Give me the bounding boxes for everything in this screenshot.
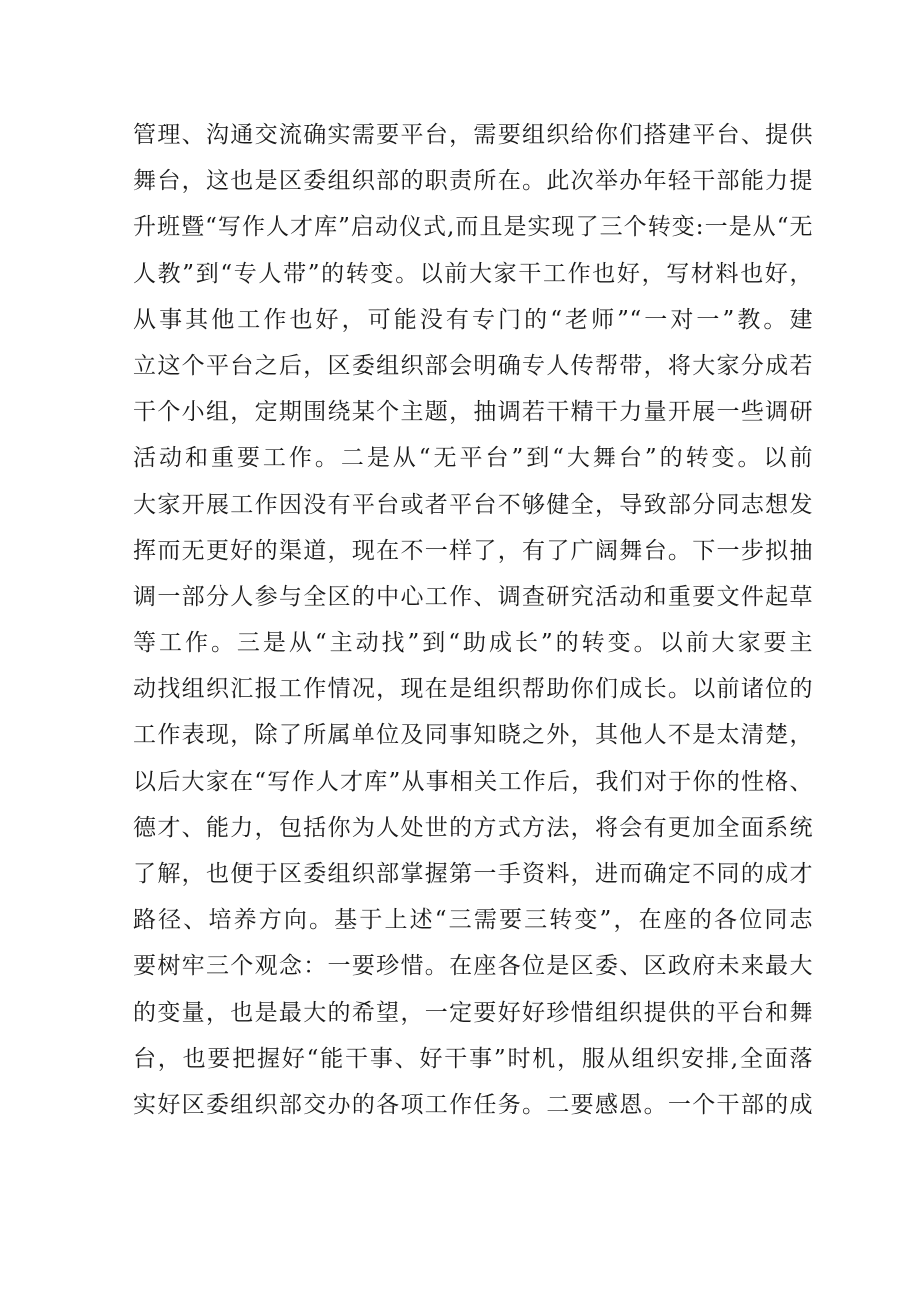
text-line: 以后大家在“写作人才库”从事相关工作后，我们对于你的性格、	[133, 768, 813, 795]
text-line: 人教”到“专人带”的转变。以前大家干工作也好，写材料也好，	[133, 260, 813, 287]
text-line: 从事其他工作也好，可能没有专门的“老师”“一对一”教。建	[133, 306, 813, 333]
text-line: 等工作。三是从“主动找”到“助成长”的转变。以前大家要主	[133, 630, 813, 657]
text-line: 立这个平台之后，区委组织部会明确专人传帮带，将大家分成若	[133, 352, 813, 379]
text-line: 舞台，这也是区委组织部的职责所在。此次举办年轻干部能力提	[133, 168, 813, 195]
text-line: 台，也要把握好“能干事、好干事”时机，服从组织安排,全面落	[133, 1045, 813, 1072]
text-line: 工作表现，除了所属单位及同事知晓之外，其他人不是太清楚，	[133, 722, 813, 749]
text-line: 了解，也便于区委组织部掌握第一手资料，进而确定不同的成才	[133, 861, 813, 887]
body-paragraph	[133, 112, 813, 1128]
text-line: 路径、培养方向。基于上述“三需要三转变”，在座的各位同志	[133, 907, 813, 934]
text-line: 挥而无更好的渠道，现在不一样了，有了广阔舞台。下一步拟抽	[133, 537, 813, 564]
text-line: 要树牢三个观念：一要珍惜。在座各位是区委、区政府未来最大	[133, 953, 813, 980]
text-line: 升班暨“写作人才库”启动仪式,而且是实现了三个转变:一是从“无	[133, 214, 813, 241]
text-line: 实好区委组织部交办的各项工作任务。二要感恩。一个干部的成	[133, 1091, 813, 1118]
text-line: 动找组织汇报工作情况，现在是组织帮助你们成长。以前诸位的	[133, 676, 813, 703]
text-line: 调一部分人参与全区的中心工作、调查研究活动和重要文件起草	[133, 583, 813, 610]
text-line: 的变量，也是最大的希望，一定要好好珍惜组织提供的平台和舞	[133, 999, 813, 1026]
text-line: 干个小组，定期围绕某个主题，抽调若干精干力量开展一些调研	[133, 399, 813, 426]
text-line: 管理、沟通交流确实需要平台，需要组织给你们搭建平台、提供	[133, 122, 813, 148]
text-line: 活动和重要工作。二是从“无平台”到“大舞台”的转变。以前	[133, 445, 813, 472]
text-line: 大家开展工作因没有平台或者平台不够健全，导致部分同志想发	[133, 491, 813, 518]
text-line: 德才、能力，包括你为人处世的方式方法，将会有更加全面系统	[133, 814, 813, 841]
